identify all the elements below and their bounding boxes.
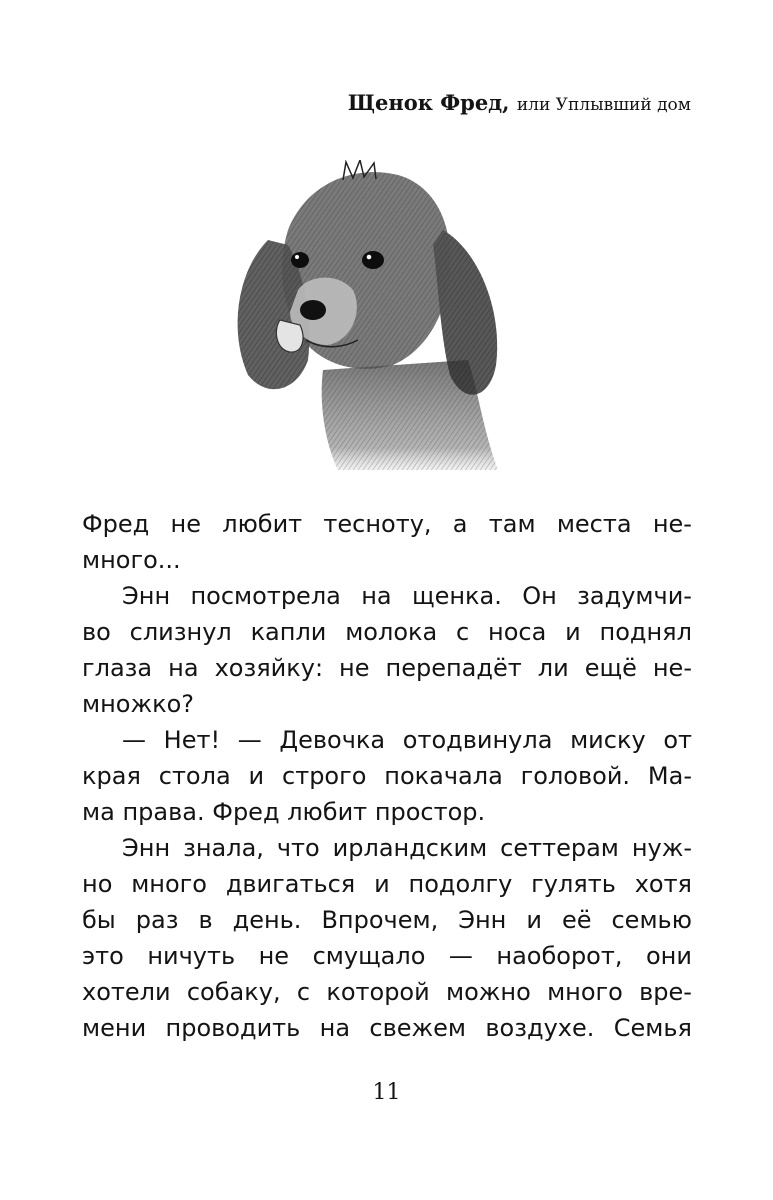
book-title: Щенок Фред,	[347, 90, 510, 115]
text-line: мени проводить на свежем воздухе. Семья	[82, 1014, 692, 1042]
text-line: это ничуть не смущало — наоборот, они	[82, 942, 692, 970]
text-line: Энн знала, что ирландским сеттерам нуж-	[122, 834, 692, 862]
text-line: Фред не любит тесноту, а там места не-	[82, 510, 692, 538]
running-head	[348, 90, 691, 115]
puppy-sketch-illustration	[228, 160, 518, 480]
text-line: Энн посмотрела на щенка. Он задумчи-	[122, 582, 692, 610]
page-number: 11	[372, 1080, 401, 1105]
text-line: бы раз в день. Впрочем, Энн и её семью	[82, 906, 692, 934]
text-line: глаза на хозяйку: не перепадёт ли ещё не-	[82, 654, 692, 682]
body-text	[82, 506, 692, 1046]
text-line: во слизнул капли молока с носа и поднял	[82, 618, 692, 646]
text-line: но много двигаться и подолгу гулять хотя	[82, 870, 692, 898]
text-line: — Нет! — Девочка отодвинула миску от	[122, 726, 692, 754]
text-line: множко?	[82, 690, 195, 718]
text-line: много...	[82, 546, 181, 574]
text-line: края стола и строго покачала головой. Ма-	[82, 762, 692, 790]
book-subtitle: или Уплывший дом	[516, 95, 691, 115]
text-line: ма права. Фред любит простор.	[82, 798, 486, 826]
text-line: хотели собаку, с которой можно много вре-	[82, 978, 692, 1006]
